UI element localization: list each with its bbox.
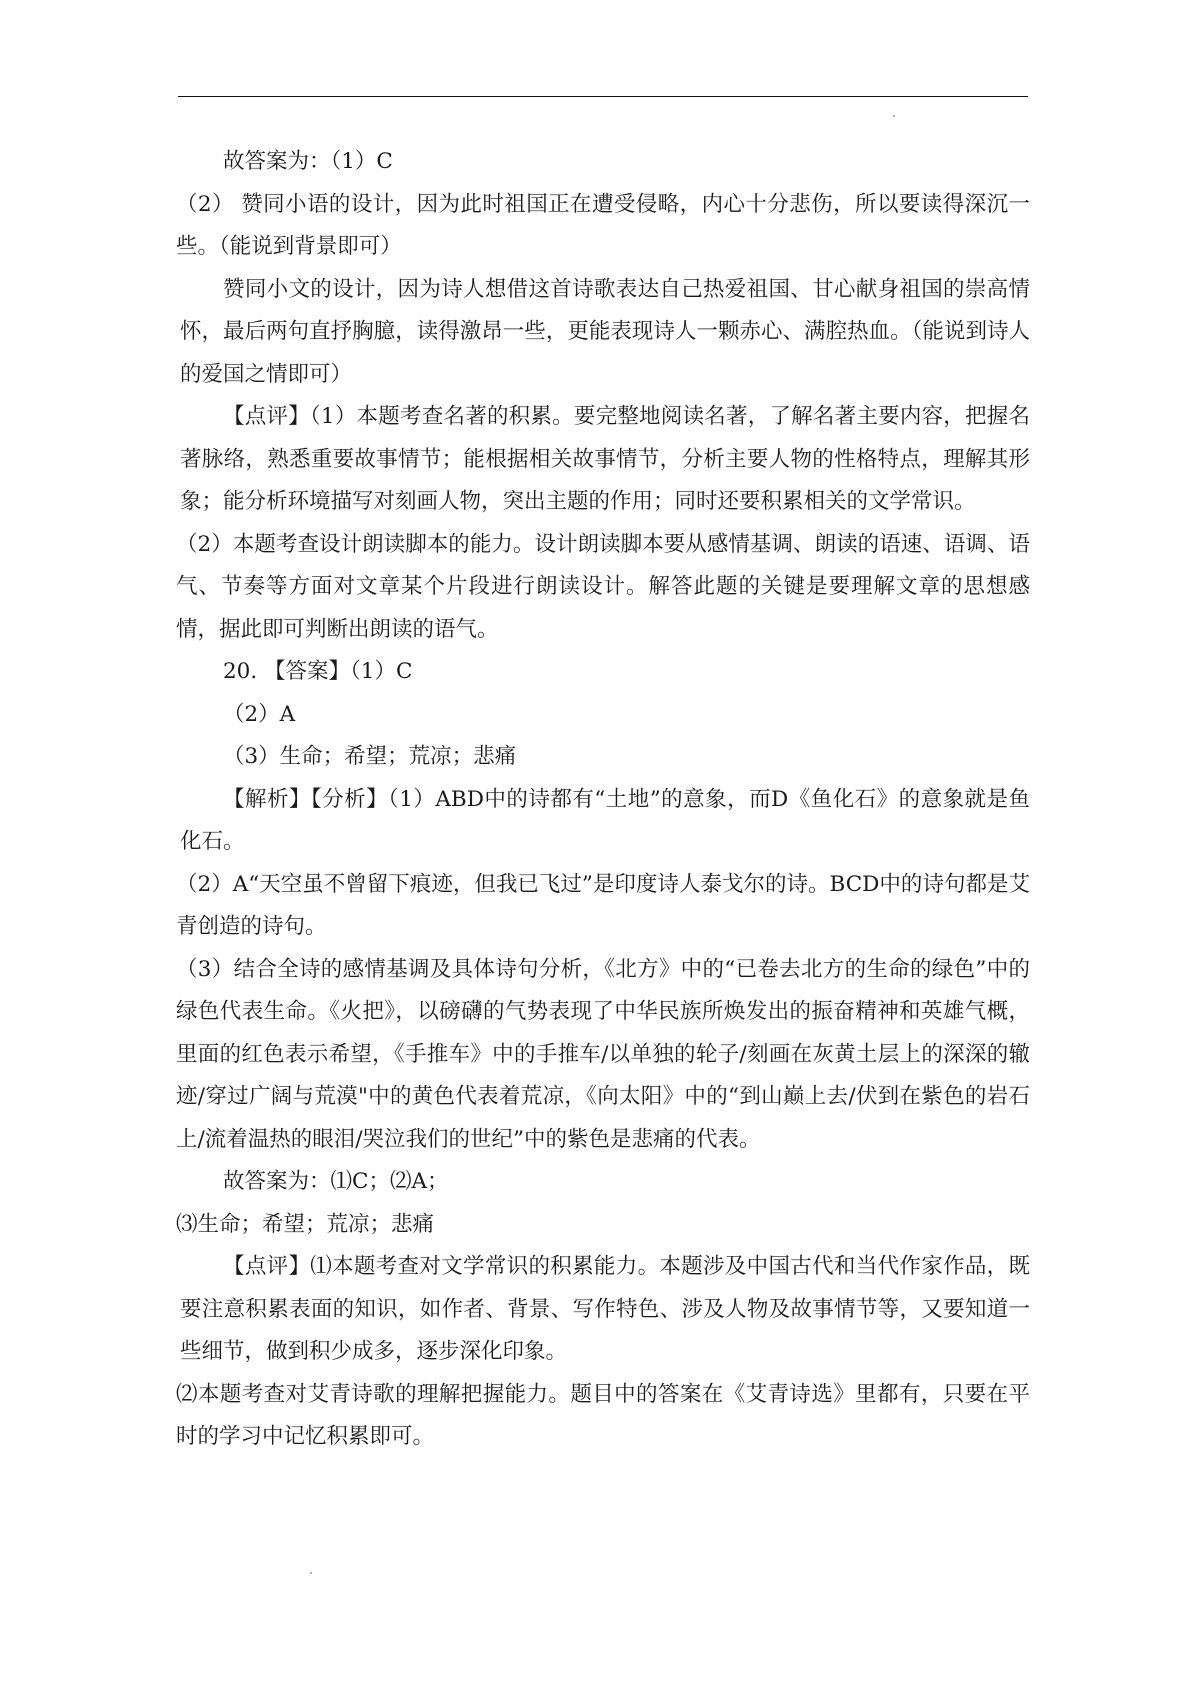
paragraph-comment-19-1: 【点评】（1）本题考查名著的积累。要完整地阅读名著，了解名著主要内容，把握名著脉络，熟悉重要故事情节；能根据相关故事情节，分析主要人物的性格特点，理解其形象；能分析环境描写对刻画人物，突出主题的作用；同时还要积累相关的文学常识。 — [180, 404, 1030, 514]
paragraph-final-answer-20: 故答案为：⑴C；⑵A； — [223, 1169, 449, 1194]
paragraph-analysis-20-2: （2）A“天空虽不曾留下痕迹，但我已飞过”是印度诗人泰戈尔的诗。BCD中的诗句都是艾青创造的诗句。 — [176, 871, 1030, 939]
paragraph-comment-19-2: （2）本题考查设计朗读脚本的能力。设计朗读脚本要从感情基调、朗读的语速、语调、语气、节奏等方面对文章某个片段进行朗读设计。解答此题的关键是要理解文章的思想感情，据此即可判断出朗读的语气。 — [176, 531, 1030, 642]
paragraph-comment-20-1: 【点评】⑴本题考查对文学常识的积累能力。本题涉及中国古代和当代作家作品，既要注意积累表面的知识，如作者、背景、写作特色、涉及人物及故事情节等，又要知道一些细节，做到积少成多，逐步深化印象。 — [180, 1254, 1030, 1364]
paragraph-analysis-20-3: （3）结合全诗的感情基调及具体诗句分析，《北方》中的“已卷去北方的生命的绿色”中的绿色代表生命。《火把》，以磅礴的气势表现了中华民族所焕发出的振奋精神和英雄气概，里面的红色表示希望，《手推车》中的手推车/以单独的轮子/刻画在灰黄土层上的深深的辙迹/穿过广阔与荒漠"中的黄色代表着荒凉，《向太阳》中的“到山巅上去/伏到在紫色的岩石上/流着温热的眼泪/哭泣我们的世纪”中的紫色是悲痛的代表。 — [176, 956, 1030, 1152]
footer-speck — [310, 1572, 312, 1574]
paragraph-answer-19-1: 故答案为：（1）C — [223, 149, 393, 174]
header-rule — [178, 96, 1028, 97]
answer-document — [176, 141, 1030, 1459]
paragraph-answer-20-1: 20. 【答案】（1）C — [223, 659, 413, 684]
paragraph-analysis-20-1: 【解析】【分析】（1）ABD中的诗都有“土地”的意象，而D《鱼化石》的意象就是鱼化石。 — [180, 786, 1030, 854]
paragraph-answer-19-2-xiaowen: 赞同小文的设计，因为诗人想借这首诗歌表达自己热爱祖国、甘心献身祖国的崇高情怀，最后两句直抒胸臆，读得激昂一些，更能表现诗人一颗赤心、满腔热血。（能说到诗人的爱国之情即可） — [180, 276, 1030, 387]
paragraph-answer-20-2: （2）A — [223, 701, 296, 727]
header-speck — [893, 115, 895, 117]
paragraph-answer-20-3: （3）生命；希望；荒凉；悲痛 — [223, 744, 517, 769]
paragraph-final-answer-20-3: ⑶生命；希望；荒凉；悲痛 — [176, 1211, 435, 1237]
paragraph-comment-20-2: ⑵本题考查对艾青诗歌的理解把握能力。题目中的答案在《艾青诗选》里都有，只要在平时的学习中记忆积累即可。 — [176, 1381, 1030, 1449]
paragraph-answer-19-2-xiaoyu: （2） 赞同小语的设计，因为此时祖国正在遭受侵略，内心十分悲伤，所以要读得深沉一些。（能说到背景即可） — [176, 191, 1030, 259]
